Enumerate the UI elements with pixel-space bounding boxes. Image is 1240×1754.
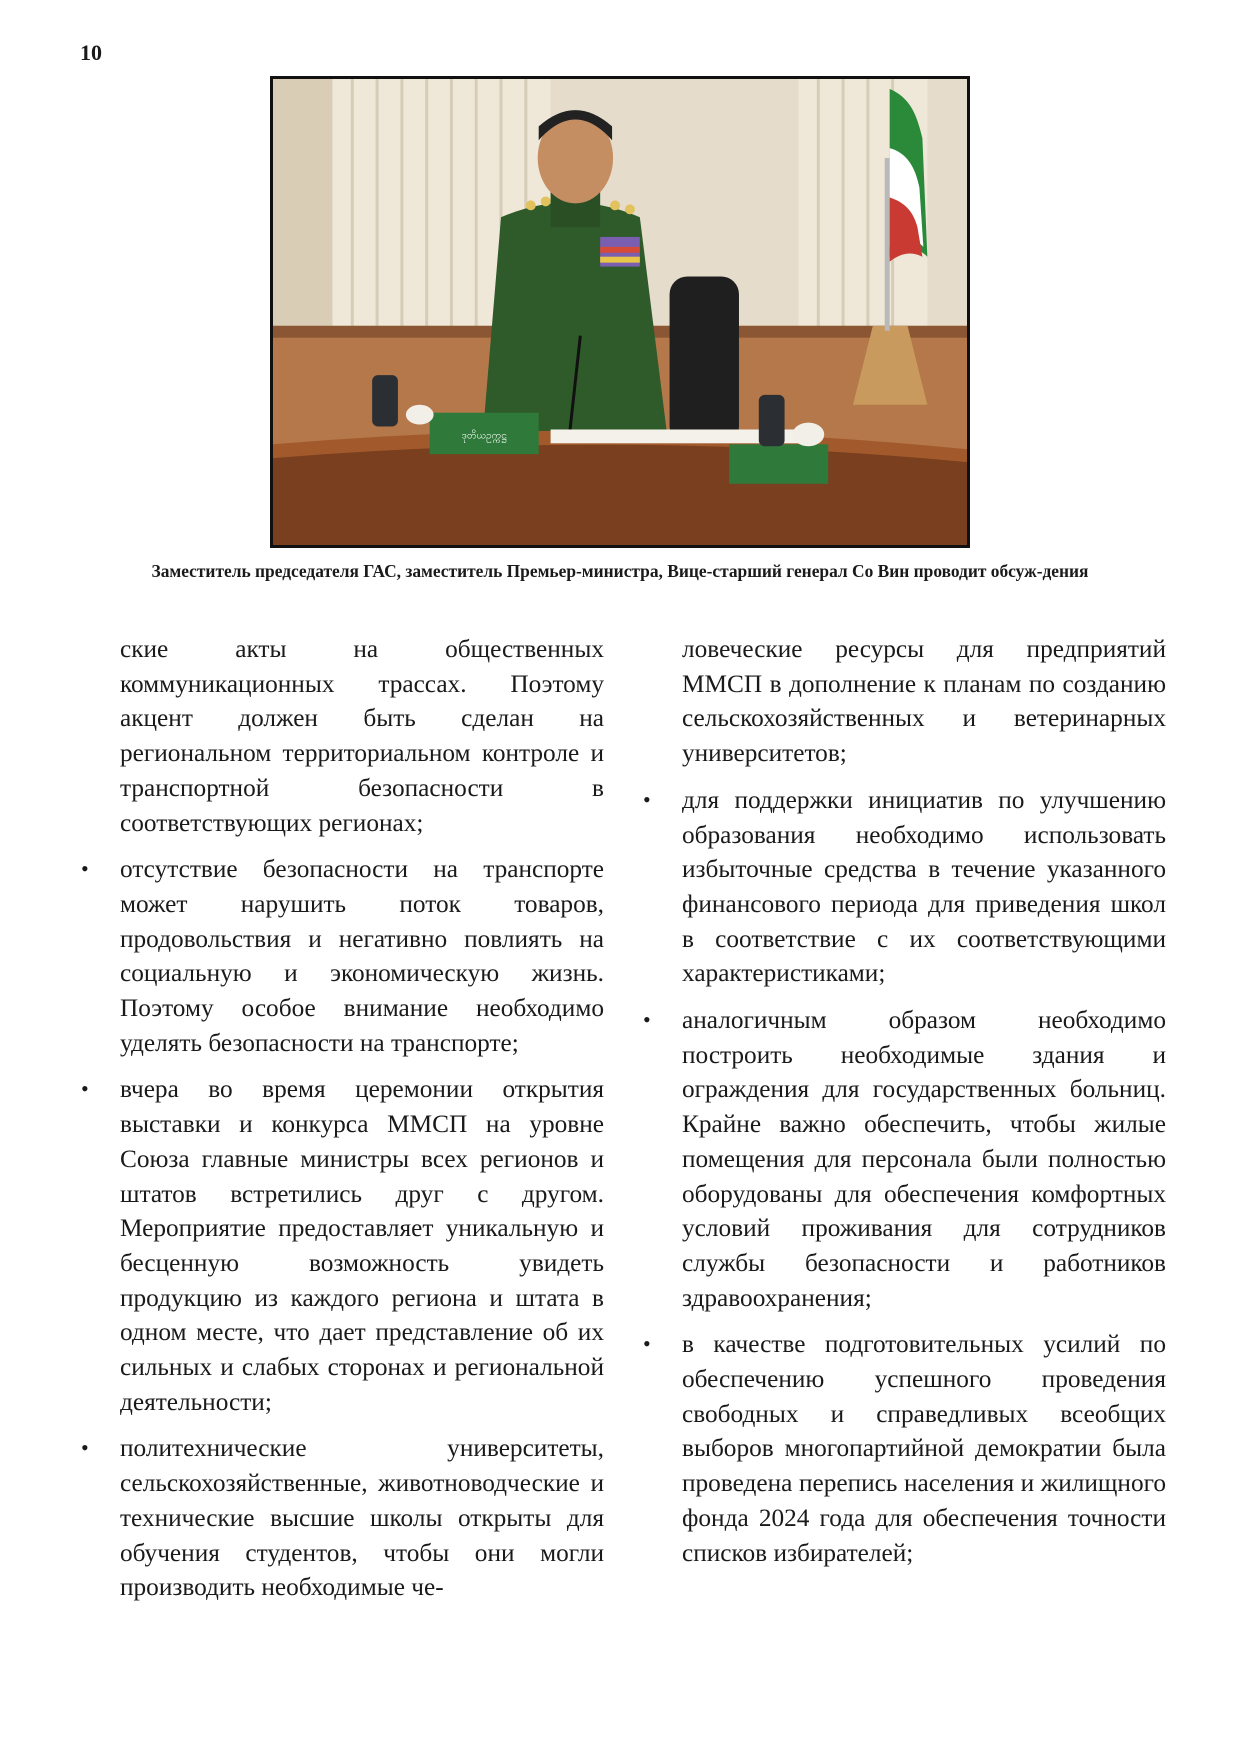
bullet-icon: • bbox=[643, 786, 651, 812]
photo bbox=[270, 76, 970, 548]
bullet-icon: • bbox=[643, 1007, 651, 1033]
right-column bbox=[638, 632, 1166, 1582]
bullet-icon: • bbox=[81, 1435, 89, 1461]
desk-sign-text: ဒုတိယဥက္ကဋ္ဌ bbox=[461, 430, 507, 442]
bullet-icon: • bbox=[81, 1076, 89, 1102]
bullet-icon: • bbox=[81, 856, 89, 882]
paragraph: ские акты на общественных коммуникационных трассах. Поэтому акцент должен быть сделан на региональном территориальном контроле и транспортной безопасности в соответствующих регионах; bbox=[120, 635, 604, 837]
bullet-item: • политехнические университеты, сельскохозяйственные, животноводческие и технические высшие школы открыты для обучения студентов, чтобы они могли производить необходимые че- bbox=[76, 1431, 604, 1605]
bullet-item: • аналогичным образом необходимо построить необходимые здания и ограждения для государственных больниц. Крайне важно обеспечить, чтобы жилые помещения для персонала были полностью оборудованы для обеспечения комфортных условий проживания для сотрудников службы безопасности и работников здравоохранения; bbox=[638, 1003, 1166, 1315]
bullet-item: • в качестве подготовительных усилий по обеспечению успешного проведения свободных и справедливых всеобщих выборов многопартийной демократии была проведена перепись населения и жилищного фонда 2024 года для обеспечения точности списков избирателей; bbox=[638, 1327, 1166, 1570]
bullet-item: • вчера во время церемонии открытия выставки и конкурса ММСП на уровне Союза главные министры всех регионов и штатов встретились друг с другом. Мероприятие предоставляет уникальную и бесценную возможность увидеть продукцию из каждого региона и штата в одном месте, что дает представление об их сильных и слабых сторонах и региональной деятельности; bbox=[76, 1072, 604, 1419]
bullet-item: • для поддержки инициатив по улучшению образования необходимо использовать избыточные средства в течение указанного финансового периода для приведения школ в соответствие с их соответствующими характеристиками; bbox=[638, 783, 1166, 991]
photo-illustration bbox=[273, 79, 967, 545]
paragraph: ловеческие ресурсы для предприятий ММСП в дополнение к планам по созданию сельскохозяйственных и ветеринарных университетов; bbox=[682, 635, 1166, 768]
left-column bbox=[76, 632, 604, 1617]
page-number: 10 bbox=[80, 40, 102, 65]
bullet-item: • отсутствие безопасности на транспорте может нарушить поток товаров, продовольствия и негативно повлиять на социальную и экономическую жизнь. Поэтому особое внимание необходимо уделять безопасности на транспорте; bbox=[76, 852, 604, 1060]
bullet-icon: • bbox=[643, 1331, 651, 1357]
photo-caption: Заместитель председателя ГАС, заместитель Премьер-министра, Вице-старший генерал Со Вин проводит обсуж-дения bbox=[151, 561, 1089, 581]
